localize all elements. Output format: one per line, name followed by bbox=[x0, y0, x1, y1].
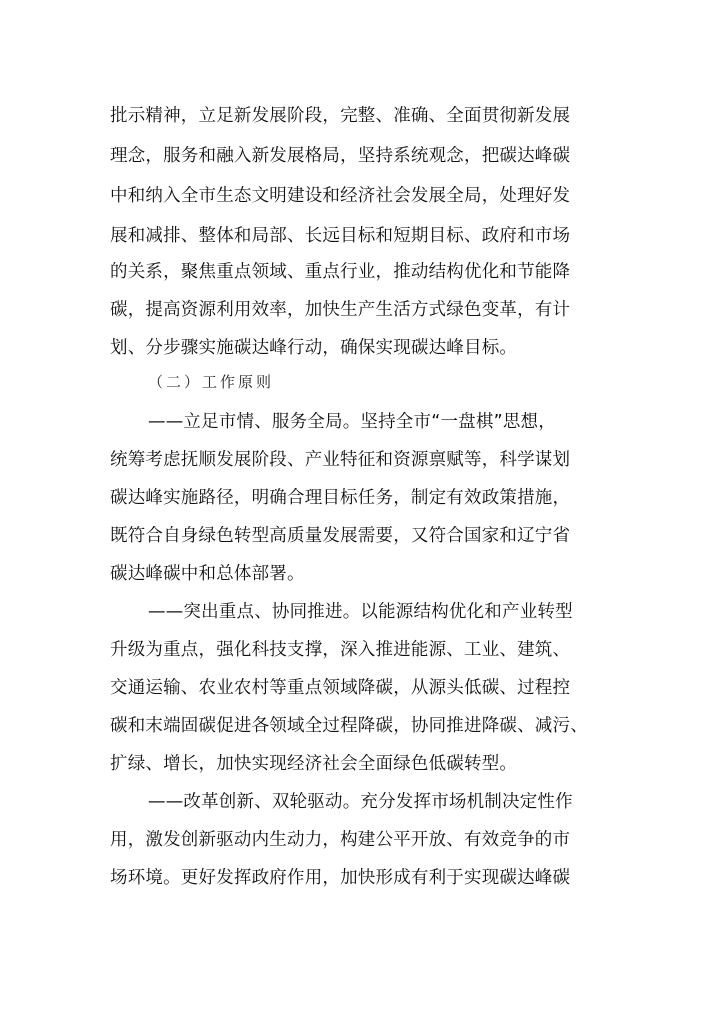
body-text-line: 扩绿、增长，加快实现经济社会全面绿色低碳转型。 bbox=[110, 754, 518, 774]
body-text-line: 统筹考虑抚顺发展阶段、产业特征和资源禀赋等，科学谋划 bbox=[110, 450, 571, 470]
body-text-line: 升级为重点，强化科技支撑，深入推进能源、工业、建筑、 bbox=[110, 640, 571, 660]
body-text-line: 交通运输、农业农村等重点领域降碳，从源头低碳、过程控 bbox=[110, 678, 571, 698]
body-text-line: 用，激发创新驱动内生动力，构建公平开放、有效竞争的市 bbox=[110, 830, 571, 850]
section-heading: （二）工作原则 bbox=[148, 373, 275, 391]
principle-heading-line: ——突出重点、协同推进。以能源结构优化和产业转型 bbox=[148, 602, 573, 622]
body-text-line: 的关系，聚焦重点领域、重点行业，推动结构优化和节能降 bbox=[110, 262, 571, 282]
body-text-line: 展和减排、整体和局部、长远目标和短期目标、政府和市场 bbox=[110, 226, 571, 246]
body-text-line: 碳达峰实施路径，明确合理目标任务，制定有效政策措施， bbox=[110, 488, 571, 508]
body-text-line: 划、分步骤实施碳达峰行动，确保实现碳达峰目标。 bbox=[110, 338, 518, 358]
body-text-line: 场环境。更好发挥政府作用，加快形成有利于实现碳达峰碳 bbox=[110, 868, 571, 888]
body-text-line: 批示精神，立足新发展阶段，完整、准确、全面贯彻新发展 bbox=[110, 106, 571, 126]
principle-heading-line: ——改革创新、双轮驱动。充分发挥市场机制决定性作 bbox=[148, 792, 573, 812]
principle-heading-line: ——立足市情、服务全局。坚持全市“一盘棋”思想， bbox=[148, 412, 556, 432]
body-text-line: 碳和末端固碳促进各领域全过程降碳，协同推进降碳、减污、 bbox=[110, 716, 588, 736]
body-text-line: 中和纳入全市生态文明建设和经济社会发展全局，处理好发 bbox=[110, 186, 571, 206]
body-text-line: 理念，服务和融入新发展格局，坚持系统观念，把碳达峰碳 bbox=[110, 146, 571, 166]
body-text-line: 碳，提高资源利用效率，加快生产生活方式绿色变革，有计 bbox=[110, 300, 571, 320]
body-text-line: 碳达峰碳中和总体部署。 bbox=[110, 564, 305, 584]
body-text-line: 既符合自身绿色转型高质量发展需要，又符合国家和辽宁省 bbox=[110, 526, 571, 546]
